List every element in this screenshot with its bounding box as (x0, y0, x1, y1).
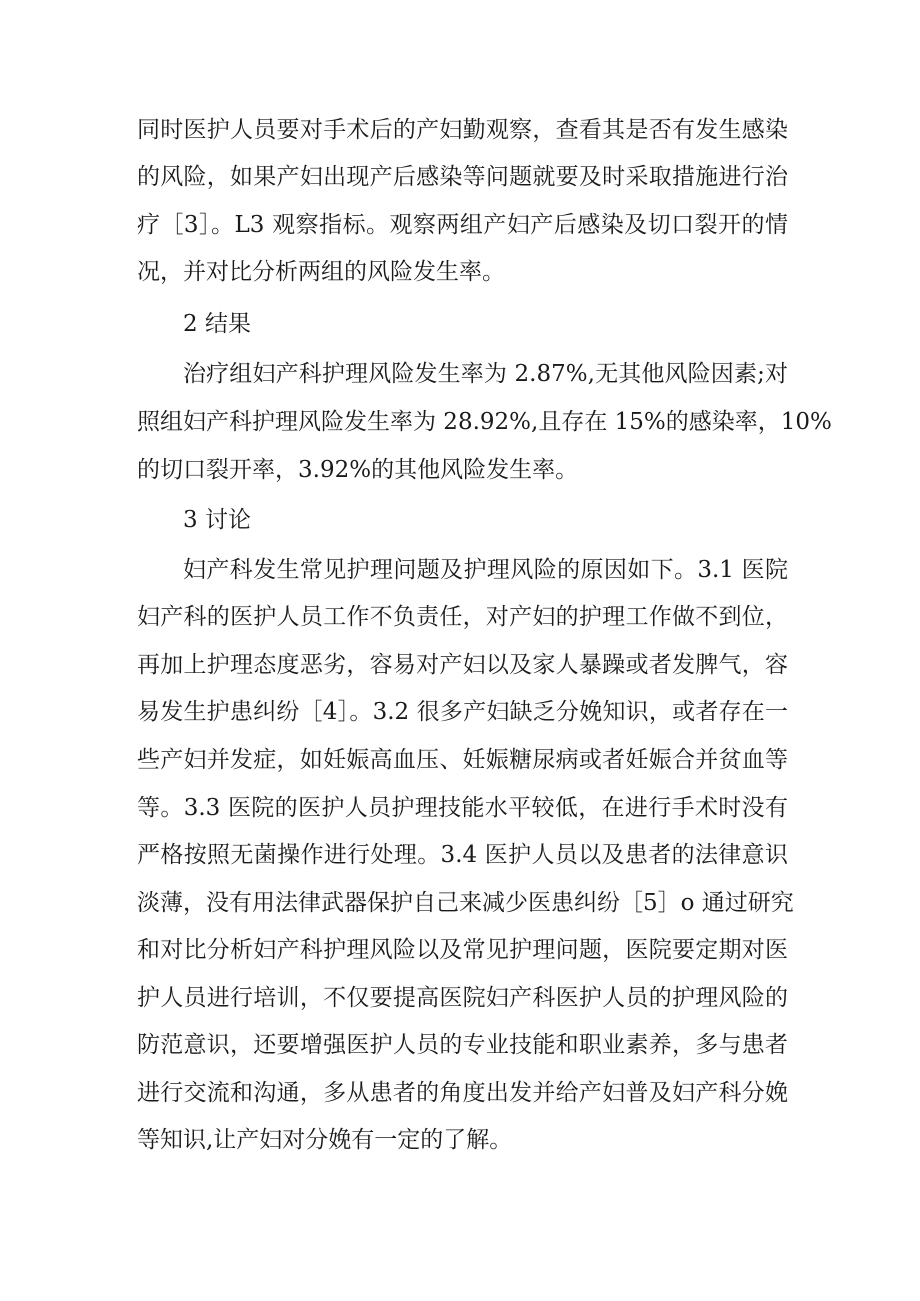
text-line: 妇产科的医护人员工作不负责任，对产妇的护理工作做不到位， (137, 604, 788, 630)
text-line: 护人员进行培训，不仅要提高医院妇产科医护人员的护理风险的 (137, 985, 788, 1011)
text-line: 等知识,让产妇对分娩有一定的了解。 (137, 1127, 513, 1153)
text-line: 照组妇产科护理风险发生率为 28.92%,且存在 15%的感染率，10% (137, 409, 832, 435)
text-line: 严格按照无菌操作进行处理。3.4 医护人员以及患者的法律意识 (137, 842, 788, 868)
text-line: 治疗组妇产科护理风险发生率为 2.87%,无其他风险因素;对 (183, 361, 788, 387)
text-line: 等。3.3 医院的医护人员护理技能水平较低，在进行手术时没有 (137, 795, 788, 821)
section-heading-results: 2 结果 (183, 311, 251, 337)
text-line: 同时医护人员要对手术后的产妇勤观察，查看其是否有发生感染 (137, 117, 788, 143)
text-line: 况，并对比分析两组的风险发生率。 (137, 259, 505, 285)
text-line: 淡薄，没有用法律武器保护自己来减少医患纠纷［5］o 通过研究 (137, 890, 794, 916)
text-line: 再加上护理态度恶劣，容易对产妇以及家人暴躁或者发脾气，容 (137, 652, 788, 678)
text-line: 妇产科发生常见护理问题及护理风险的原因如下。3.1 医院 (183, 557, 788, 583)
section-heading-discussion: 3 讨论 (183, 507, 251, 533)
text-line: 些产妇并发症，如妊娠高血压、妊娠糖尿病或者妊娠合并贫血等 (137, 747, 788, 773)
text-line: 疗［3］。L3 观察指标。观察两组产妇产后感染及切口裂开的情 (137, 212, 788, 238)
text-line: 进行交流和沟通，多从患者的角度出发并给产妇普及妇产科分娩 (137, 1080, 788, 1106)
text-line: 易发生护患纠纷［4］。3.2 很多产妇缺乏分娩知识，或者存在一 (137, 699, 788, 725)
text-line: 的切口裂开率，3.92%的其他风险发生率。 (137, 457, 579, 483)
text-line: 和对比分析妇产科护理风险以及常见护理问题，医院要定期对医 (137, 937, 788, 963)
text-line: 防范意识，还要增强医护人员的专业技能和职业素养，多与患者 (137, 1032, 788, 1058)
text-line: 的风险，如果产妇出现产后感染等问题就要及时采取措施进行治 (137, 164, 788, 190)
